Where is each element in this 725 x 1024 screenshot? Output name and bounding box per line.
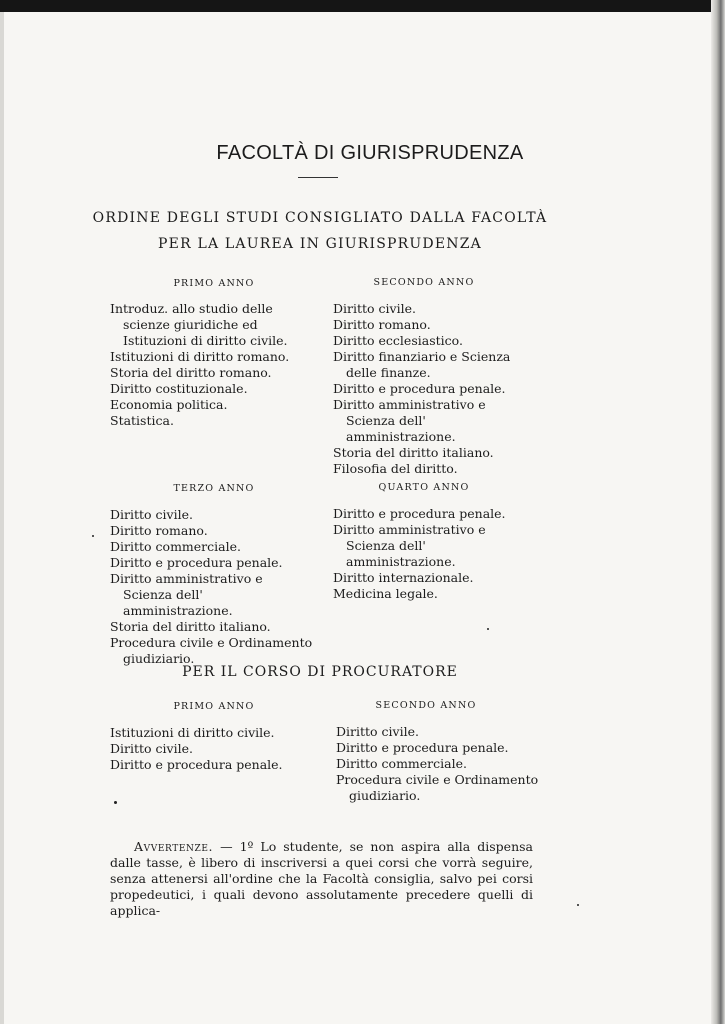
avvertenze-paragraph	[110, 839, 533, 919]
laurea-quarto-anno-label: QUARTO ANNO	[378, 482, 470, 493]
list-item: Procedura civile e Ordinamento giudiziario.	[110, 635, 313, 666]
procuratore-heading: PER IL CORSO DI PROCURATORE	[182, 664, 458, 680]
list-item: Diritto e procedura penale.	[333, 506, 506, 521]
laurea-quarto-anno-list	[333, 506, 538, 602]
scan-top-border	[0, 0, 725, 12]
list-item: Storia del diritto italiano.	[110, 619, 271, 634]
list-item: Diritto e procedura penale.	[110, 757, 283, 772]
list-item: Istituzioni di diritto civile.	[110, 725, 275, 740]
avvertenze-text: — 1º Lo studente, se non aspira alla dispensa dalle tasse, è libero di inscriversi a quei corsi che vorrà seguire, senza attenersi all'ordine che la Facoltà consiglia, salvo pei corsi propedeutici, i quali devono assolutamente precedere quelli di applica-	[110, 838, 533, 918]
list-item: Diritto e procedura penale.	[110, 555, 283, 570]
list-item: Statistica.	[110, 413, 174, 428]
scan-speck	[114, 801, 117, 804]
section-heading-line1: ORDINE DEGLI STUDI CONSIGLIATO DALLA FACOLTÀ	[92, 210, 548, 226]
procuratore-secondo-anno-label: SECONDO ANNO	[375, 700, 477, 711]
list-item: Introduz. allo studio delle scienze giuridiche ed Istituzioni di diritto civile.	[110, 301, 288, 348]
list-item: Diritto commerciale.	[336, 756, 467, 771]
laurea-primo-anno-list	[110, 301, 315, 429]
list-item: Diritto e procedura penale.	[336, 740, 509, 755]
laurea-secondo-anno-label: SECONDO ANNO	[373, 277, 475, 288]
laurea-secondo-anno-list	[333, 301, 538, 477]
list-item: Medicina legale.	[333, 586, 438, 601]
laurea-primo-anno-label: PRIMO ANNO	[173, 278, 255, 289]
title-rule	[298, 177, 338, 178]
list-item: Diritto romano.	[333, 317, 431, 332]
scan-speck	[92, 535, 94, 537]
list-item: Diritto civile.	[333, 301, 416, 316]
scan-speck	[487, 628, 489, 630]
procuratore-secondo-anno-list	[336, 724, 541, 804]
list-item: Diritto civile.	[110, 507, 193, 522]
list-item: Economia politica.	[110, 397, 228, 412]
list-item: Diritto e procedura penale.	[333, 381, 506, 396]
laurea-terzo-anno-label: TERZO ANNO	[173, 483, 255, 494]
list-item: Storia del diritto romano.	[110, 365, 272, 380]
laurea-terzo-anno-list	[110, 507, 315, 667]
page-title: FACOLTÀ DI GIURISPRUDENZA	[216, 142, 524, 164]
list-item: Diritto civile.	[110, 741, 193, 756]
scan-right-edge	[711, 0, 725, 1024]
avvertenze-label: Avvertenze.	[134, 838, 214, 854]
list-item: Diritto ecclesiastico.	[333, 333, 463, 348]
list-item: Diritto civile.	[336, 724, 419, 739]
list-item: Storia del diritto italiano.	[333, 445, 494, 460]
list-item: Filosofia del diritto.	[333, 461, 458, 476]
scan-speck	[577, 904, 579, 906]
procuratore-primo-anno-list	[110, 725, 315, 773]
list-item: Diritto amministrativo e Scienza dell' amministrazione.	[110, 571, 263, 618]
list-item: Diritto romano.	[110, 523, 208, 538]
list-item: Diritto costituzionale.	[110, 381, 248, 396]
procuratore-primo-anno-label: PRIMO ANNO	[173, 701, 255, 712]
list-item: Diritto amministrativo e Scienza dell' amministrazione.	[333, 522, 486, 569]
section-heading-line2: PER LA LAUREA IN GIURISPRUDENZA	[158, 236, 482, 252]
list-item: Diritto commerciale.	[110, 539, 241, 554]
list-item: Diritto internazionale.	[333, 570, 474, 585]
list-item: Procedura civile e Ordinamento giudiziario.	[336, 772, 539, 803]
list-item: Istituzioni di diritto romano.	[110, 349, 290, 364]
list-item: Diritto amministrativo e Scienza dell' amministrazione.	[333, 397, 486, 444]
list-item: Diritto finanziario e Scienza delle finanze.	[333, 349, 511, 380]
